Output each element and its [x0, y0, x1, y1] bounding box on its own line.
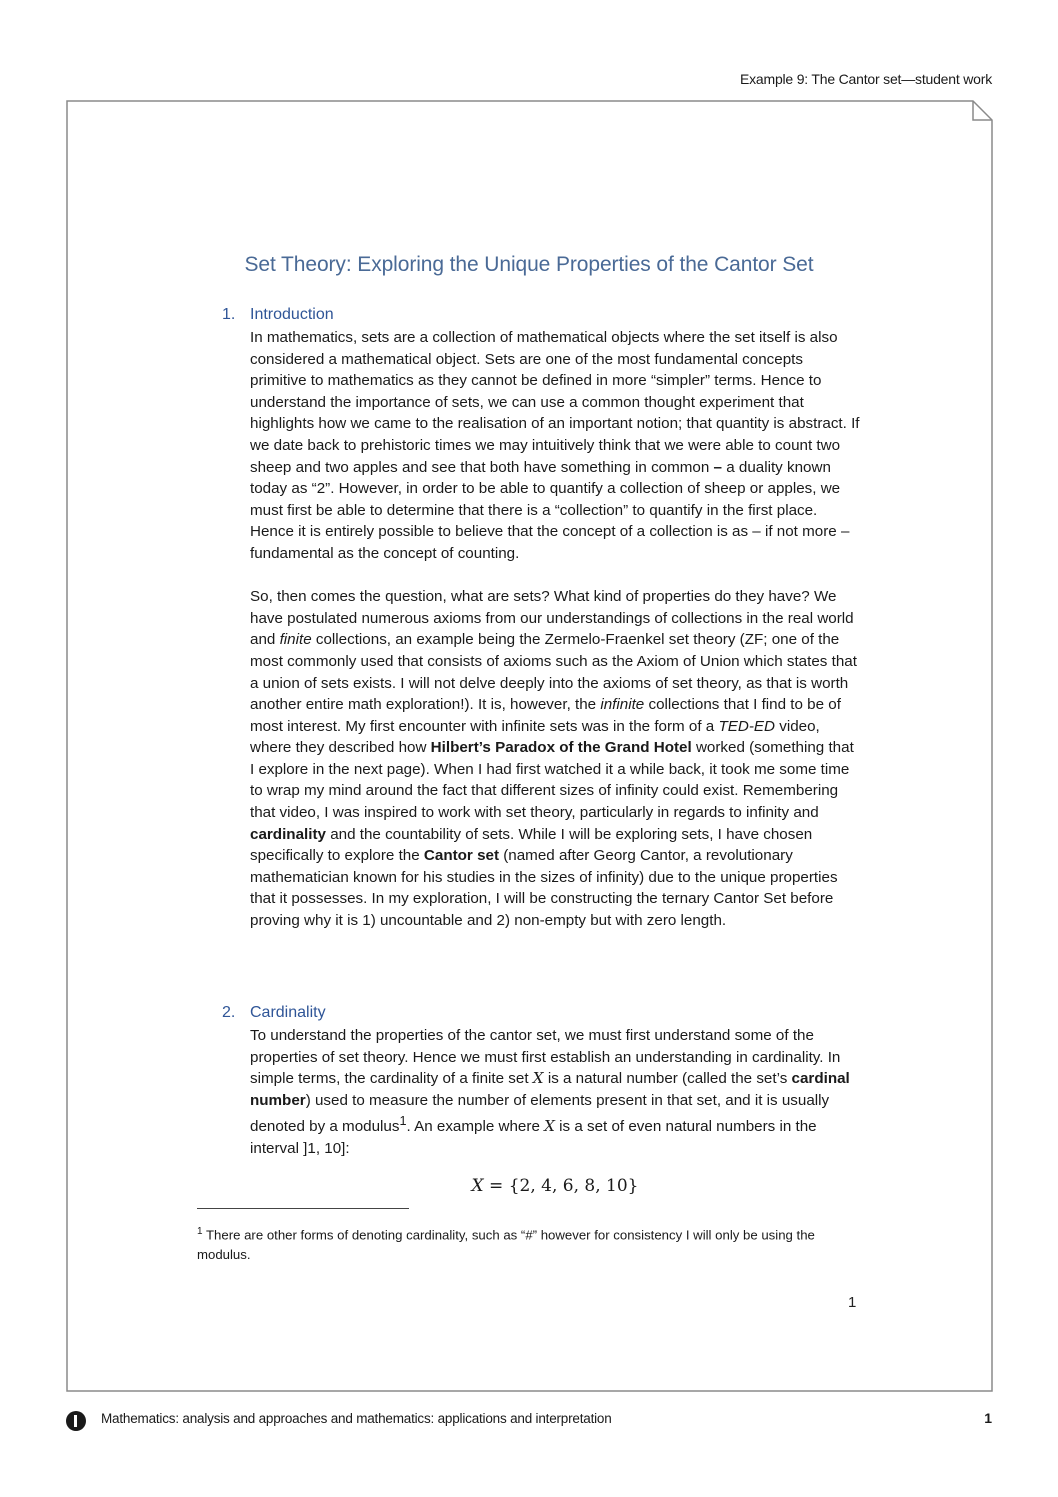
- equation-set: = {2, 4, 6, 8, 10}: [489, 1176, 639, 1196]
- paragraph: [250, 1025, 862, 1160]
- section-introduction: [222, 303, 862, 932]
- emphasis-text: Cantor set: [423, 847, 500, 865]
- section-title: Cardinality: [250, 1004, 326, 1021]
- section-heading: [222, 1001, 862, 1025]
- text-run: is a natural number (called the set’s: [543, 1070, 792, 1088]
- text-run: worked (something that I explore in the next page). When I had first watched it a while back, it took me some time to wrap my mind around the fact that different sizes of infinity could exist. Remembering that video, I was inspired to work with set theory, particularly in regards to infinity and: [250, 739, 854, 822]
- page-number: 1: [848, 1294, 857, 1311]
- footnote-marker: 1: [197, 1226, 203, 1237]
- text-run: and the countability of sets. While I will be exploring sets, I have chosen specifically to explore the: [250, 825, 813, 865]
- publisher-logo-icon: [66, 1411, 86, 1431]
- footnote-separator: [197, 1208, 409, 1209]
- text-run: ) used to measure the number of elements present in that set, and it is usually denoted by a modulus: [250, 1091, 830, 1136]
- emphasis-text: finite: [279, 631, 312, 649]
- document-title: Set Theory: Exploring the Unique Properties of the Cantor Set: [244, 253, 814, 276]
- section-number: 1.: [222, 306, 236, 323]
- paragraph: [250, 586, 862, 932]
- section-number: 2.: [222, 1004, 236, 1021]
- text-run: collections, an example being the Zermelo-Fraenkel set theory (ZF; one of the most commonly used that consists of axioms such as the Axiom of Union which states that a union of sets exists. I will not delve deeply into the axioms of set theory, as that is worth another entire math exploration!). It is, however, the: [250, 631, 857, 714]
- section-heading: [222, 303, 862, 327]
- emphasis-text: infinite: [600, 696, 645, 714]
- text-run: So, then comes the question, what are sets? What kind of properties do they have? We have postulated numerous axioms from our understandings of collections in the real world and: [250, 588, 854, 649]
- equation: [0, 1176, 1058, 1196]
- emphasis-text: –: [713, 458, 722, 476]
- section-title: Introduction: [250, 306, 334, 323]
- text-run: video, where they described how: [250, 717, 820, 757]
- emphasis-text: TED-ED: [718, 717, 775, 735]
- math-variable: X: [544, 1117, 555, 1136]
- text-run: To understand the properties of the cantor set, we must first understand some of the properties of set theory. Hence we must first establish an understanding in cardinality. In simple terms, the cardinality of a finite set: [250, 1027, 841, 1088]
- emphasis-text: cardinality: [250, 825, 326, 843]
- footer-page-number: 1: [984, 1410, 992, 1426]
- footer-publication: Mathematics: analysis and approaches and mathematics: applications and interpretation: [101, 1411, 612, 1426]
- text-run: . An example where: [406, 1118, 545, 1136]
- section-body: [250, 327, 862, 932]
- math-variable: X: [532, 1069, 544, 1088]
- footnote-reference: 1: [399, 1114, 407, 1129]
- equation-variable: X: [471, 1176, 484, 1196]
- running-header: Example 9: The Cantor set—student work: [739, 71, 992, 87]
- text-run: is a set of even natural numbers in the interval ]1, 10]:: [250, 1118, 817, 1158]
- emphasis-text: Hilbert’s Paradox of the Grand Hotel: [430, 739, 692, 757]
- footnote-text: There are other forms of denoting cardinality, such as “#” however for consistency I will only be using the modulus.: [197, 1227, 815, 1263]
- footnote: [197, 1222, 857, 1265]
- text-run: a duality known today as “2”. However, in order to be able to quantify a collection of sheep or apples, we must first be able to determine that there is a “collection” to quantify in the first place. Hence it is entirely possible to believe that the concept of a collection is as – if not more – fundamental as the concept of counting.: [250, 458, 850, 562]
- section-cardinality: [222, 1001, 862, 1160]
- text-run: (named after Georg Cantor, a revolutionary mathematician known for his studies in the sizes of infinity) due to the unique properties that it possesses. In my exploration, I will be constructing the ternary Cantor Set before proving why it is 1) uncountable and 2) non-empty but with zero length.: [250, 847, 838, 930]
- section-body: [250, 1025, 862, 1160]
- text-run: collections that I find to be of most interest. My first encounter with infinite sets was in the form of a: [250, 696, 841, 735]
- paragraph: [250, 327, 862, 565]
- emphasis-text: cardinal number: [250, 1070, 850, 1109]
- text-run: In mathematics, sets are a collection of mathematical objects where the set itself is also considered a mathematical object. Sets are one of the most fundamental concepts primitive to mathematics as they cannot be defined in more “simpler” terms. Hence to understand the importance of sets, we can use a common thought experiment that highlights how we came to the realisation of an important notion; that quantity is abstract. If we date back to prehistoric times we may intuitively think that we were able to count two sheep and two apples and see that both have something in common: [250, 329, 860, 476]
